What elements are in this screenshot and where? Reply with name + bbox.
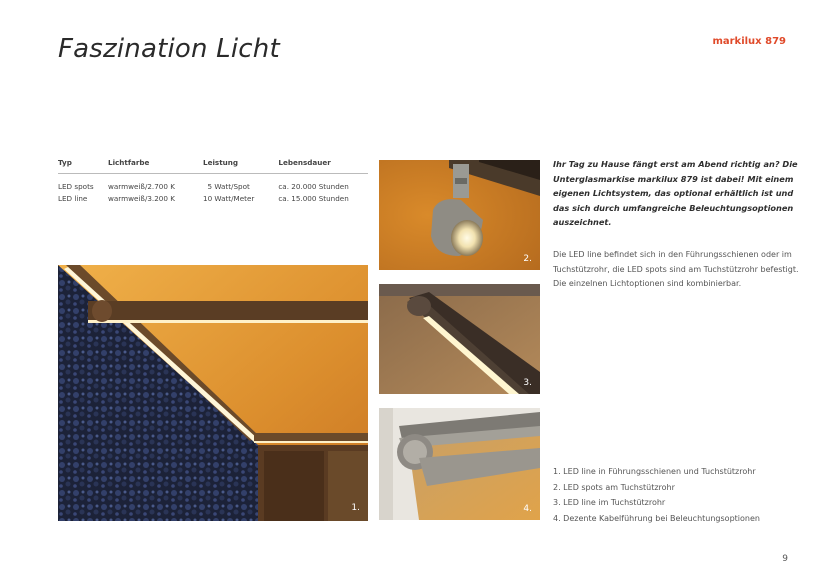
table-row — [58, 174, 368, 192]
spec-table-header — [58, 158, 368, 174]
table-cell: LED line — [58, 194, 88, 203]
list-item: 2. LED spots am Tuchstützrohr — [553, 482, 675, 492]
photo-label-1: 1. — [351, 503, 360, 513]
page-number: 9 — [782, 554, 788, 564]
spec-table — [58, 158, 368, 203]
table-cell: ca. 20.000 Stunden — [278, 182, 349, 191]
col-header-lichtfarbe: Lichtfarbe — [108, 158, 203, 174]
table-cell: LED spots — [58, 182, 94, 191]
brand-label — [712, 36, 786, 47]
table-cell: 5 Watt/Spot — [207, 182, 250, 191]
list-item: 4. Dezente Kabelführung bei Beleuchtungsoptionen — [553, 513, 760, 523]
col-header-typ: Typ — [58, 158, 108, 174]
intro-paragraph: Ihr Tag zu Hause fängt erst am Abend richtig an? Die Unterglasmarkise markilux 879 ist dabei! Mit einem eigenen Lichtsystem, das optional erhältlich ist und das sich durch umfangreiche Beleuchtungsoptionen auszeichnet. — [553, 159, 798, 227]
table-cell: ca. 15.000 Stunden — [278, 194, 349, 203]
photo-label-2: 2. — [523, 254, 532, 264]
photo-led-line-rod — [379, 284, 540, 394]
page-title: Faszination Licht — [58, 34, 280, 64]
brand-name: markilux — [712, 36, 762, 47]
brand-model: 879 — [765, 36, 786, 47]
table-cell: warmweiß/2.700 K — [108, 182, 175, 191]
table-row — [58, 191, 368, 203]
photo-label-3: 3. — [523, 378, 532, 388]
photo-led-line-awning — [58, 265, 368, 521]
col-header-lebensdauer: Lebensdauer — [278, 158, 368, 174]
photo-label-4: 4. — [523, 504, 532, 514]
col-header-leistung: Leistung — [203, 158, 278, 174]
list-item: 3. LED line im Tuchstützrohr — [553, 498, 666, 507]
body-paragraph: Die LED line befindet sich in den Führungsschienen oder im Tuchstützrohr, die LED spots sind am Tuchstützrohr befestigt. Die einzelnen Lichtoptionen sind kombinierbar. — [553, 250, 799, 288]
table-cell: 10 Watt/Meter — [203, 194, 255, 203]
photo-cable-routing — [379, 408, 540, 520]
list-item: 1. LED line in Führungsschienen und Tuchstützrohr — [553, 467, 756, 476]
caption-list — [553, 464, 813, 526]
photo-led-spot — [379, 160, 540, 270]
table-cell: warmweiß/3.200 K — [108, 194, 175, 203]
